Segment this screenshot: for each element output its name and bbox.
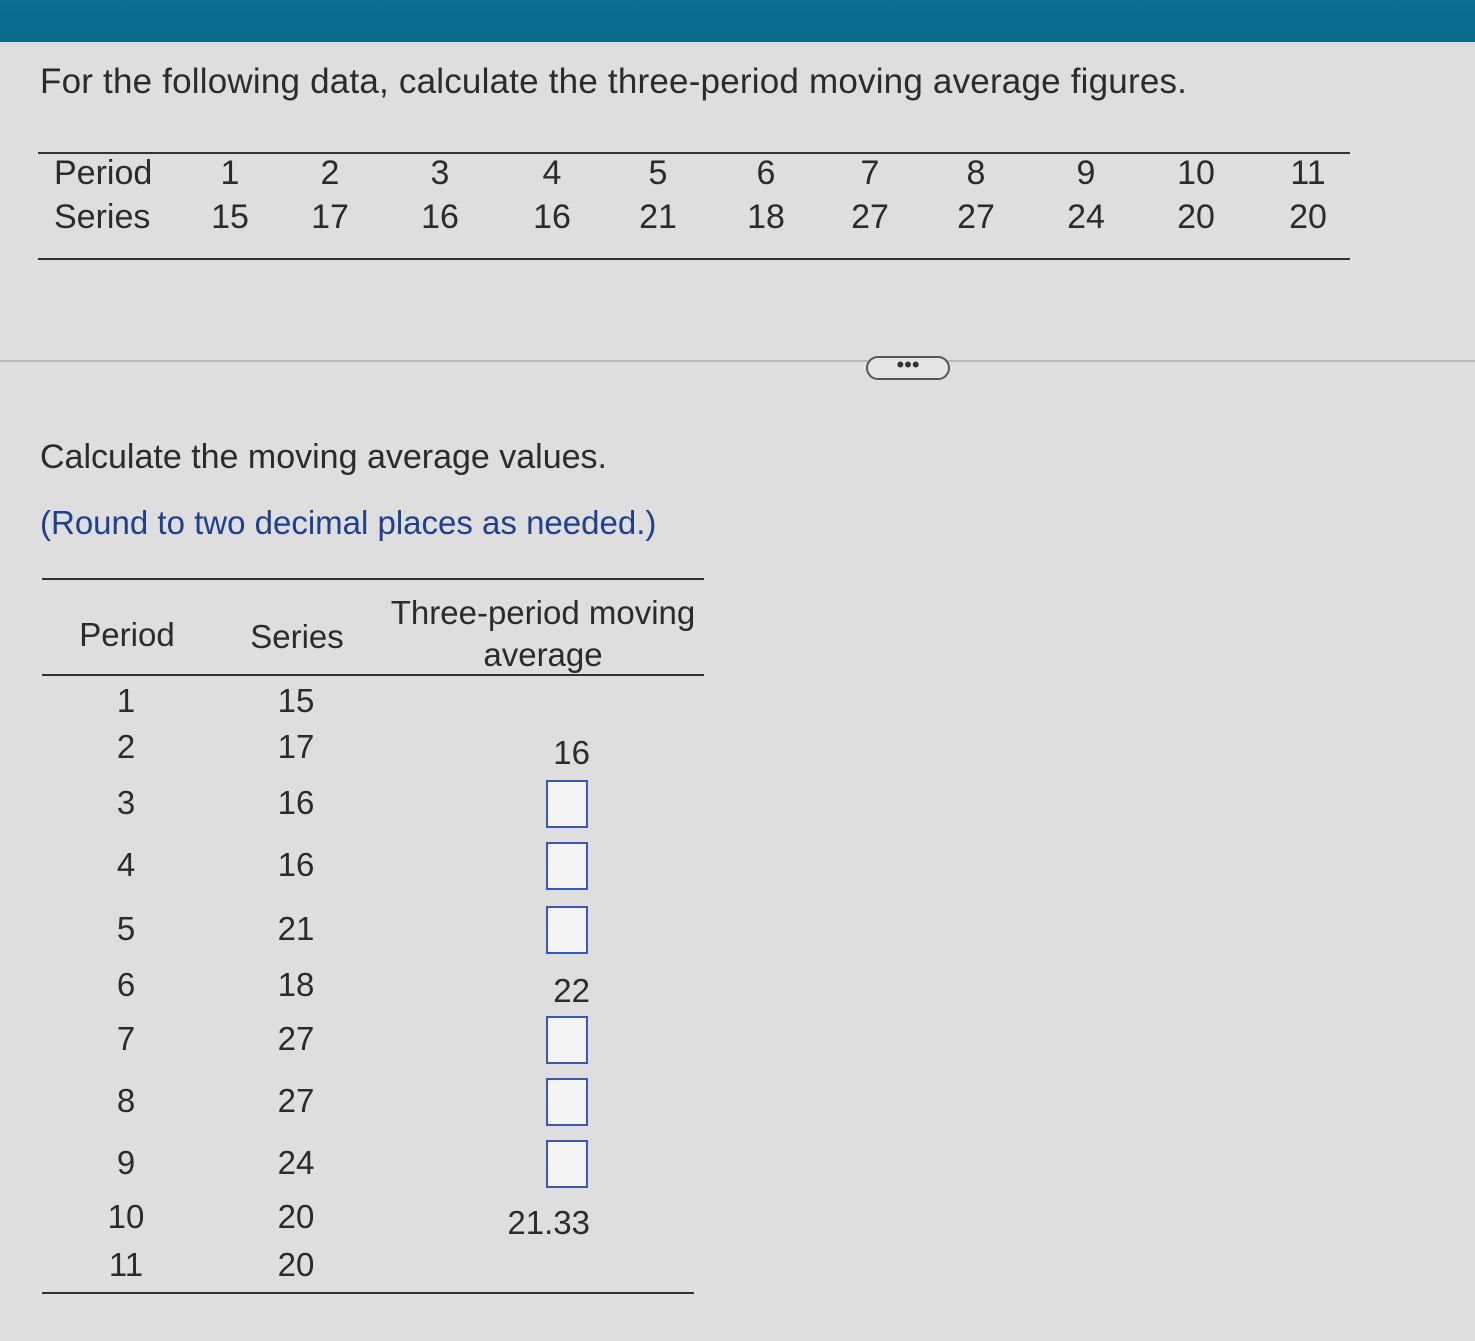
series-column-header: Series [250, 618, 344, 655]
series-cell: 18 [747, 198, 785, 236]
table-bottom-rule [42, 1292, 694, 1294]
row-period: 6 [116, 966, 136, 1003]
row-series: 16 [277, 784, 315, 821]
row-series: 18 [277, 966, 315, 1003]
series-cell: 20 [1177, 198, 1215, 236]
row-period: 9 [116, 1144, 136, 1181]
series-cell: 16 [533, 198, 571, 236]
period-cell: 10 [1177, 154, 1215, 192]
answer-table [42, 578, 704, 1298]
top-bar [0, 0, 1475, 42]
series-cell: 20 [1289, 198, 1327, 236]
period-row-label: Period [54, 154, 153, 192]
period-cell: 7 [860, 154, 880, 192]
period-cell: 6 [756, 154, 776, 192]
period-cell: 11 [1290, 154, 1326, 192]
mavg-column-header-line1: Three-period moving [390, 594, 696, 631]
series-cell: 17 [311, 198, 349, 236]
row-series: 17 [277, 728, 315, 765]
row-period: 7 [116, 1020, 136, 1057]
row-period: 10 [107, 1198, 145, 1235]
series-cell: 27 [851, 198, 889, 236]
series-cell: 15 [211, 198, 249, 236]
series-row [38, 198, 1350, 244]
row-period: 4 [116, 846, 136, 883]
row-period: 1 [116, 682, 136, 719]
row-series: 15 [277, 682, 315, 719]
data-table [38, 152, 1350, 260]
instruction-text: Calculate the moving average values. [40, 438, 607, 476]
mavg-column-header-line2: average [483, 636, 603, 673]
moving-average-input[interactable] [546, 906, 588, 954]
row-series: 24 [277, 1144, 315, 1181]
period-column-header: Period [79, 616, 175, 653]
period-cell: 5 [648, 154, 668, 192]
period-row [38, 154, 1350, 200]
moving-average-input[interactable] [546, 780, 588, 828]
row-series: 27 [277, 1082, 315, 1119]
period-cell: 9 [1076, 154, 1096, 192]
moving-average-input[interactable] [546, 1078, 588, 1126]
row-period: 2 [116, 728, 136, 765]
row-series: 20 [277, 1246, 315, 1283]
moving-average-input[interactable] [546, 1016, 588, 1064]
row-period: 8 [116, 1082, 136, 1119]
section-divider [0, 360, 1475, 362]
row-series: 27 [277, 1020, 315, 1057]
header-bottom-rule [42, 674, 704, 676]
moving-average-value: 22 [553, 972, 590, 1009]
period-cell: 2 [320, 154, 340, 192]
moving-average-value: 16 [553, 734, 590, 771]
series-cell: 16 [421, 198, 459, 236]
period-cell: 3 [430, 154, 450, 192]
row-series: 21 [277, 910, 315, 947]
series-cell: 24 [1067, 198, 1105, 236]
question-text: For the following data, calculate the three-period moving average figures. [40, 62, 1188, 101]
expand-ellipsis-button[interactable]: ••• [866, 356, 950, 380]
moving-average-input[interactable] [546, 842, 588, 890]
moving-average-input[interactable] [546, 1140, 588, 1188]
row-period: 11 [108, 1246, 144, 1283]
row-series: 20 [277, 1198, 315, 1235]
series-row-label: Series [54, 198, 151, 236]
rounding-hint: (Round to two decimal places as needed.) [40, 504, 657, 541]
row-series: 16 [277, 846, 315, 883]
period-cell: 8 [966, 154, 986, 192]
series-cell: 27 [957, 198, 995, 236]
row-period: 5 [116, 910, 136, 947]
moving-average-value: 21.33 [507, 1204, 590, 1241]
row-period: 3 [116, 784, 136, 821]
table-top-rule [42, 578, 704, 580]
series-cell: 21 [639, 198, 677, 236]
period-cell: 4 [542, 154, 562, 192]
period-cell: 1 [220, 154, 240, 192]
